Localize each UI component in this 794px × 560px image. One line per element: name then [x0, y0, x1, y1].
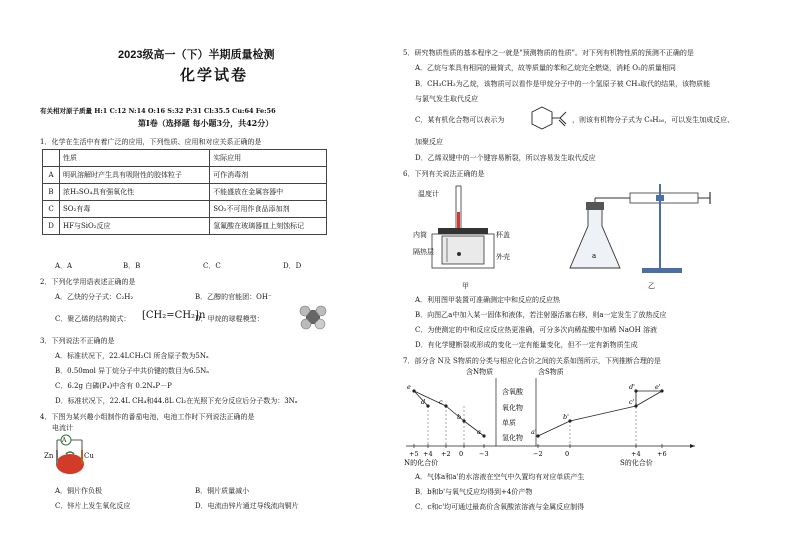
- data-point: [634, 404, 637, 407]
- q5-option-c-line1[interactable]: C．某有机化合物可以表示为: [415, 116, 505, 124]
- series-line: [570, 406, 636, 421]
- data-label: d': [629, 383, 635, 391]
- q1-option-a[interactable]: A．A: [55, 262, 73, 270]
- q6-option-c[interactable]: C．为使测定的中和反应反应热更准确，可分多次向稀盐酸中加稀 NaOH 溶液: [415, 326, 657, 334]
- q4-stem: 4．下图为某兴趣小组制作的番茄电池，电池工作时下列说法正确的是: [40, 413, 255, 421]
- table-header: 性质: [60, 150, 210, 167]
- data-label: c': [629, 398, 635, 406]
- svg-text:a: a: [592, 252, 597, 260]
- valence-class-chart: [400, 366, 700, 472]
- series-line: [464, 421, 484, 436]
- table-cell: C: [43, 201, 60, 218]
- q5-option-c-line2: ，则该有机物分子式为 C₉H₁₆，可以发生加成反应、: [572, 116, 735, 124]
- q5-option-c-line3: 加聚反应: [415, 138, 443, 146]
- q2-option-b[interactable]: B．乙醇的官能团：OH⁻: [195, 293, 272, 301]
- q6-option-d[interactable]: D．有化学键断裂或形成的变化一定有能量变化，但不一定有新物质生成: [415, 341, 638, 349]
- s-axis-label: S的化合价: [620, 459, 653, 467]
- q6-stem: 6．下列有关说法正确的是: [403, 170, 485, 178]
- label-insulation: 隔热层: [413, 248, 434, 256]
- table-row: [43, 150, 327, 167]
- data-point: [482, 434, 485, 437]
- table-row: [43, 218, 327, 235]
- tick-label: −3: [479, 450, 489, 458]
- q2-option-c[interactable]: C．聚乙烯的结构简式：: [55, 315, 131, 323]
- table-cell: 氢氟酸在玻璃器皿上刻蚀标记: [210, 218, 327, 235]
- q3-option-c[interactable]: C．6.2g 白磷(P₄)中含有 0.2NₐP－P: [55, 382, 172, 390]
- tick-label: +4: [631, 450, 641, 458]
- label-thermometer: 温度计: [418, 190, 439, 198]
- ammeter-symbol: A: [62, 437, 67, 444]
- table-cell: SO₂不可用作食品添加剂: [210, 201, 327, 218]
- data-label: b': [563, 413, 569, 421]
- data-point: [412, 389, 415, 392]
- q4-option-d[interactable]: D．电流由锌片通过导线流向铜片: [195, 502, 299, 510]
- q7-stem: 7．部分含 N及 S物质的分类与相应化合价之间的关系如图所示，下列推断合理的是: [403, 357, 661, 365]
- q3-option-d[interactable]: D．标准状况下，22.4L CH₄和44.8L Cl₂在光照下充分反应后分子数为：3Nₐ: [55, 397, 298, 405]
- methane-ball-stick-model-icon: [298, 303, 328, 331]
- table-cell: 不能盛放在金属容器中: [210, 184, 327, 201]
- label-outer-shell: 外壳: [496, 253, 510, 261]
- q7-option-b[interactable]: B．b和b'与氧气反应均得到+4价产物: [415, 488, 533, 496]
- data-point: [462, 419, 465, 422]
- category-label: 含氧酸: [502, 388, 523, 396]
- table-row: [43, 167, 327, 184]
- q3-stem: 3．下列说法不正确的是: [40, 337, 115, 345]
- q5-option-d[interactable]: D．乙烯双键中的一个键容易断裂，所以容易发生取代反应: [415, 154, 596, 162]
- table-cell: SO₂有毒: [60, 201, 210, 218]
- label-jia: 甲: [462, 282, 469, 290]
- data-label: d: [421, 398, 426, 406]
- n-axis-label: N的化合价: [404, 459, 439, 467]
- q2-stem: 2．下列化学用语表述正确的是: [40, 278, 136, 286]
- q3-option-b[interactable]: B．0.50mol 异丁烷分子中共价键的数目为6.5Nₐ: [55, 367, 210, 375]
- data-label: c: [439, 398, 443, 406]
- data-point: [444, 404, 447, 407]
- table-row: [43, 201, 327, 218]
- category-label: 氢化物: [502, 434, 523, 442]
- label-cup-lid: 杯盖: [496, 231, 510, 239]
- tick-label: +4: [423, 450, 433, 458]
- tick-label: 0: [565, 450, 570, 458]
- table-cell: A: [43, 167, 60, 184]
- q4-option-b[interactable]: B．铜片质量减小: [195, 487, 250, 495]
- q1-table: [42, 149, 327, 235]
- data-label: a: [477, 428, 481, 436]
- series-line: [538, 421, 570, 436]
- table-cell: 可作消毒剂: [210, 167, 327, 184]
- q5-stem: 5．研究物质性质的基本程序之一就是"预测物质的性质"。对下列有机物性质的预测不正确的是: [403, 49, 694, 57]
- series-line: [446, 406, 464, 421]
- tick-label: +2: [441, 450, 451, 458]
- series-line: [636, 391, 662, 406]
- q5-option-a[interactable]: A．乙烷与苯具有相同的最简式，故等质量的苯和乙烷完全燃烧，消耗 O₂的质量相同: [415, 64, 676, 72]
- q2-option-d[interactable]: D．甲烷的球棍模型：: [195, 315, 264, 323]
- q7-option-a[interactable]: A．气体a和a'的水溶液在空气中久置均有对应单质产生: [415, 473, 585, 481]
- q6-option-b[interactable]: B．向图乙a中加入某一固体和液体，若注射器活塞右移，则a一定发生了放热反应: [415, 311, 667, 319]
- q7-option-c[interactable]: C．c和c'均可通过最高价含氧酸浓溶液与金属反应制得: [415, 503, 585, 511]
- table-cell: HF与SiO₂反应: [60, 218, 210, 235]
- tick-label: +5: [409, 450, 419, 458]
- q4-option-a[interactable]: A．铜片作负极: [55, 487, 103, 495]
- category-label: 氧化物: [502, 404, 523, 412]
- atomic-masses: 有关相对原子质量 H:1 C:12 N:14 O:16 S:32 P:31 Cl:35.5 Cu:64 Fe:56: [40, 107, 276, 115]
- cu-label: Cu: [84, 452, 94, 460]
- data-point: [426, 404, 429, 407]
- data-label: a': [531, 428, 537, 436]
- table-cell: D: [43, 218, 60, 235]
- polyethylene-formula: [CH₂=CH₂]n: [142, 310, 206, 321]
- table-cell: 明矾溶解时产生具有吸附性的胶体粒子: [60, 167, 210, 184]
- tick-label: 0: [459, 450, 464, 458]
- q5-option-b-line1[interactable]: B．CH₃CH₃为乙烷，该物质可以看作是甲烷分子中的一个氢原子被 CH₃取代的结果，该物质能: [415, 80, 711, 88]
- table-row: [43, 184, 327, 201]
- q1-option-d[interactable]: D．D: [283, 262, 302, 270]
- data-label: e: [407, 383, 411, 391]
- data-point: [660, 389, 663, 392]
- q1-option-c[interactable]: C．C: [203, 262, 221, 270]
- data-label: e': [655, 383, 661, 391]
- q1-stem: 1．化学在生活中有着广泛的应用，下列性质、应用和对应关系正确的是: [40, 138, 262, 146]
- zn-label: Zn: [44, 452, 54, 460]
- meter-label: 电流计: [52, 424, 73, 432]
- label-yi: 乙: [648, 282, 655, 290]
- section-heading: 第Ⅰ卷（选择题 每小题3分，共42分）: [138, 118, 274, 128]
- table-cell: 浓H₂SO₄具有强氧化性: [60, 184, 210, 201]
- s-series-title: 含S物质: [538, 368, 564, 376]
- label-inner-cup: 内筒: [413, 231, 427, 239]
- table-header: 实际应用: [210, 150, 327, 167]
- category-label: 单质: [502, 419, 516, 427]
- exam-subtitle: 化学试卷: [180, 66, 249, 84]
- q2-option-a[interactable]: A．乙炔的分子式：C₂H₂: [55, 293, 134, 301]
- q4-option-c[interactable]: C．锌片上发生氧化反应: [55, 502, 131, 510]
- data-point: [536, 434, 539, 437]
- q6-option-a[interactable]: A．利用图甲装置可准确测定中和反应的反应热: [415, 296, 561, 304]
- q1-option-b[interactable]: B．B: [123, 262, 141, 270]
- n-series-title: 含N物质: [466, 368, 494, 376]
- q5-option-b-line2: 与氯气发生取代反应: [415, 95, 478, 103]
- tomato-icon: [56, 454, 84, 474]
- exam-title: 2023级高一（下）半期质量检测: [118, 49, 275, 61]
- q3-option-a[interactable]: A．标准状况下，22.4LCH₂Cl 所含原子数为5Nₐ: [55, 352, 209, 360]
- tick-label: +6: [657, 450, 667, 458]
- syringe-flask-diagram-yi: [560, 178, 720, 278]
- table-cell: [43, 150, 60, 167]
- tick-label: −2: [533, 450, 543, 458]
- data-label: b: [457, 413, 462, 421]
- table-cell: B: [43, 184, 60, 201]
- cyclohexane-structure-icon: [522, 104, 570, 134]
